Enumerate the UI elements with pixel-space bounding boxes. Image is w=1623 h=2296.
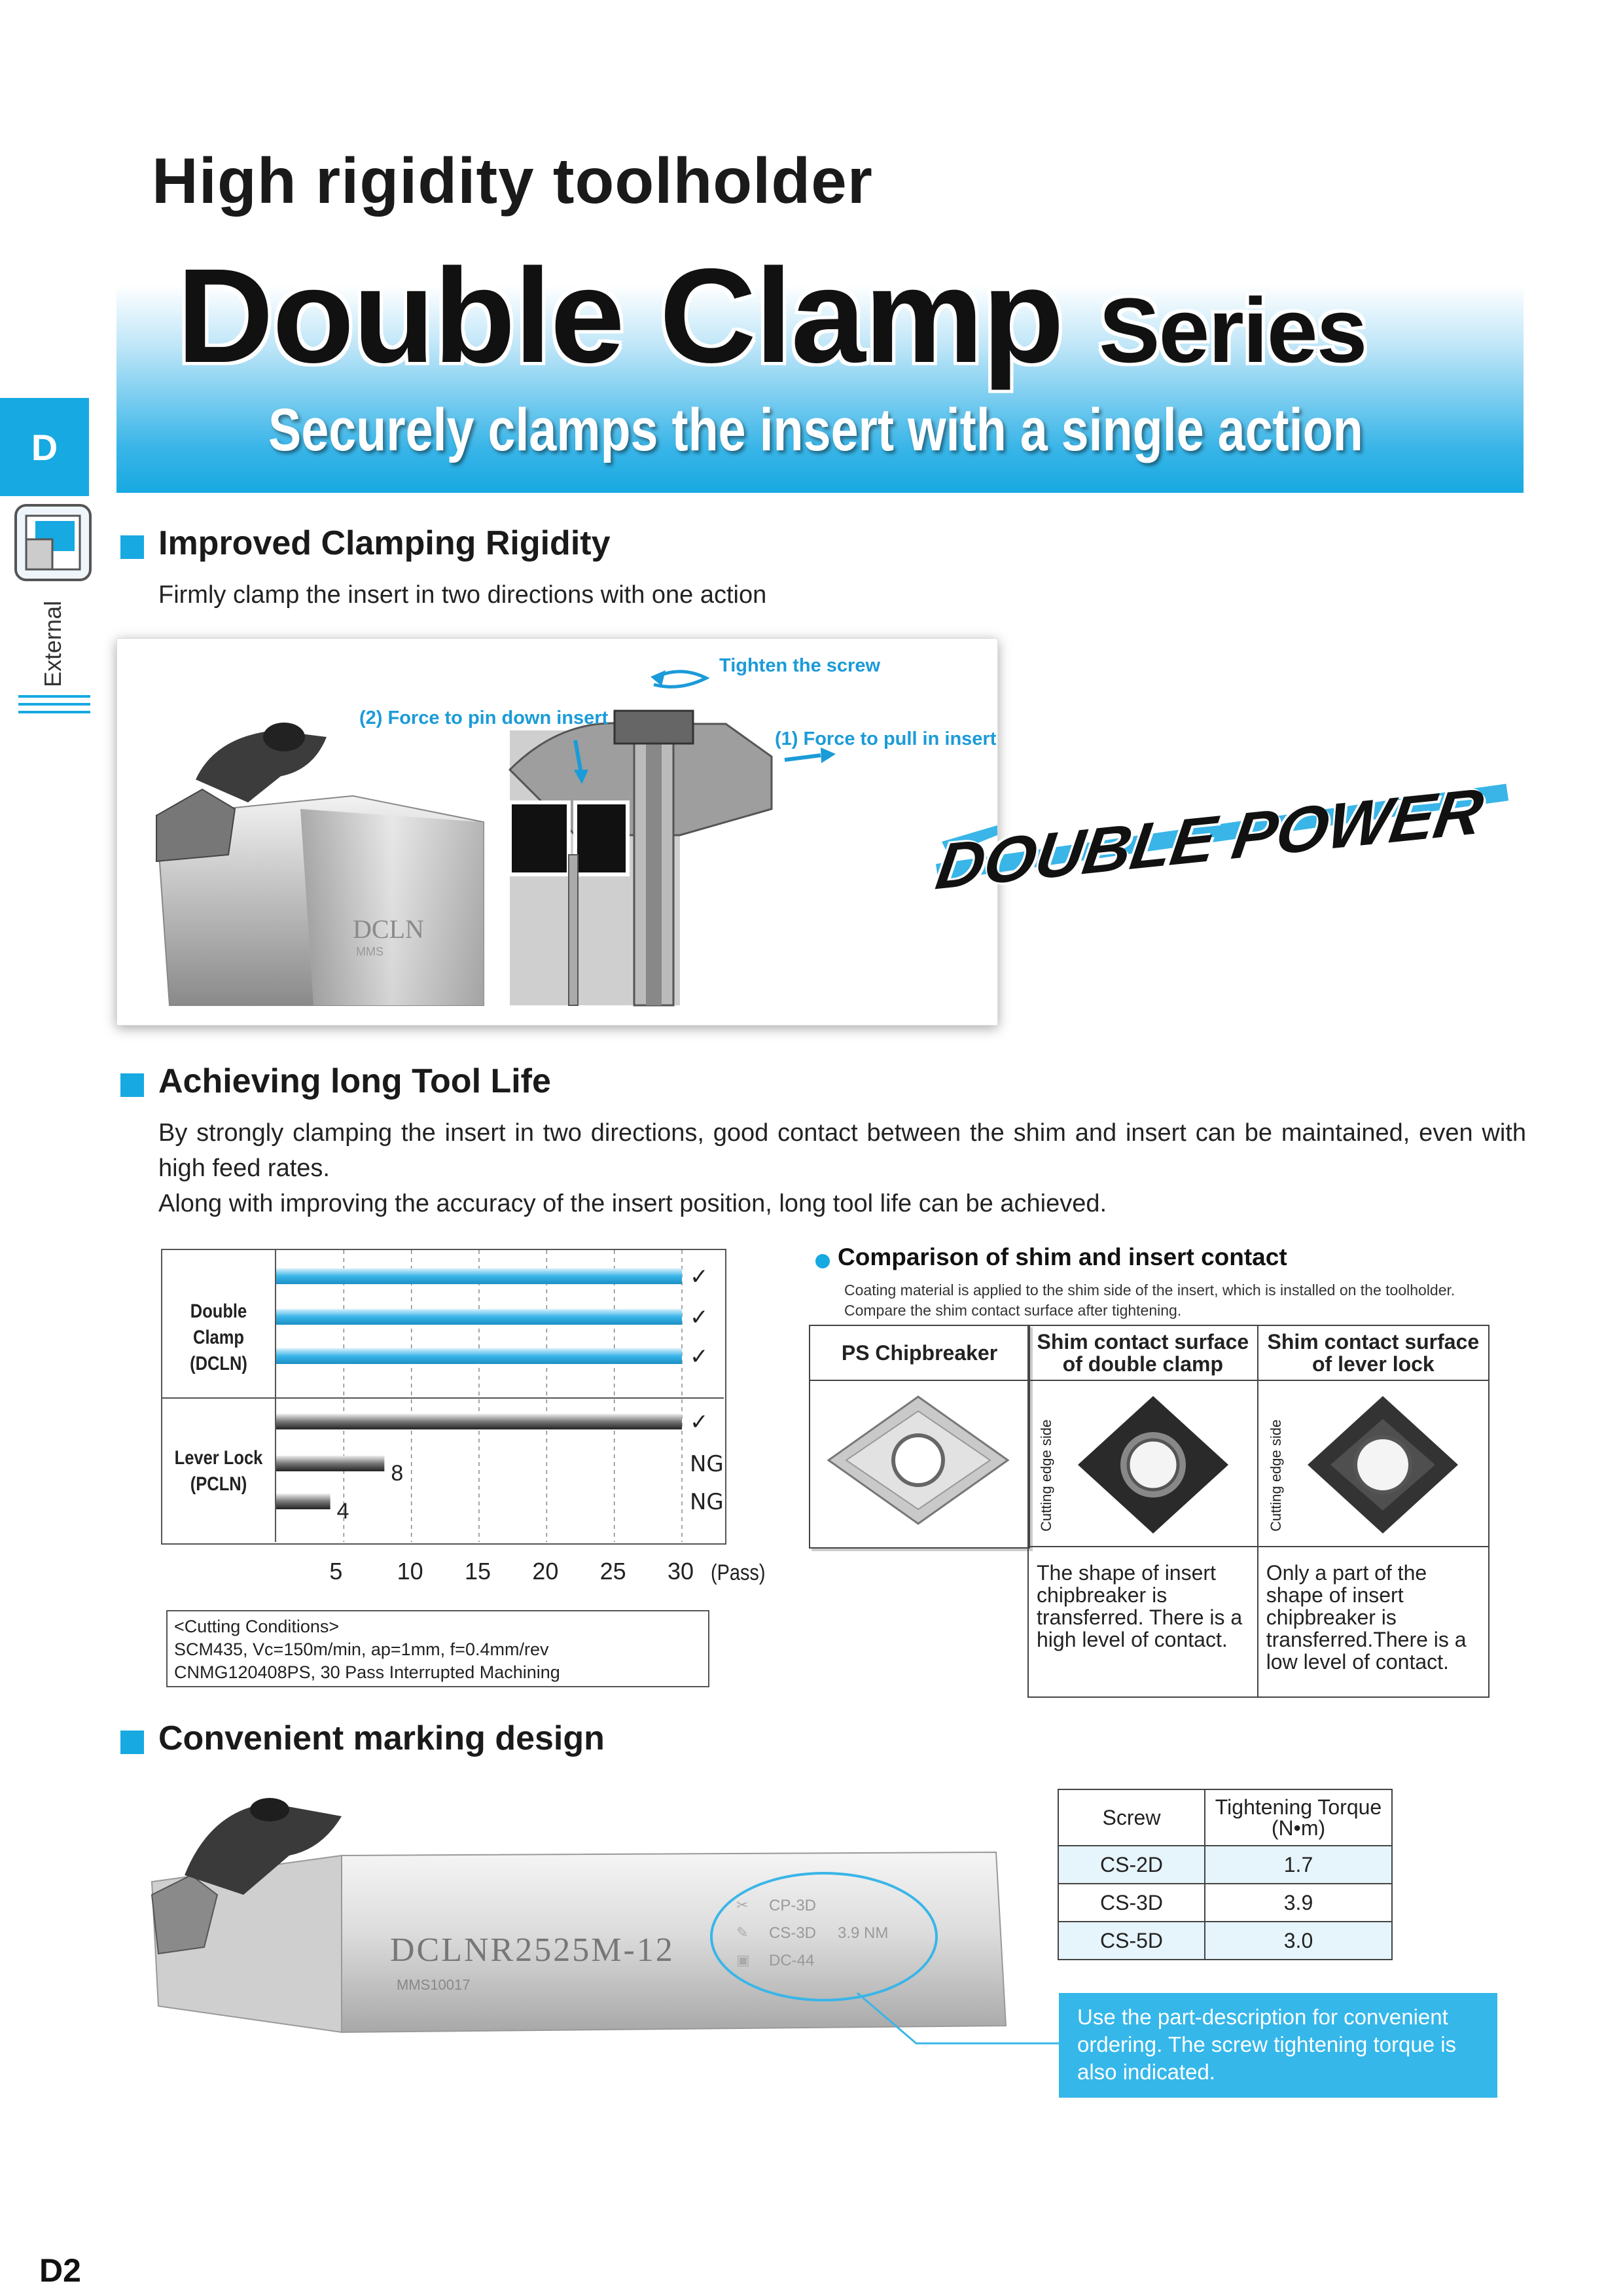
holder-serial: MMS10017 <box>397 1977 471 1993</box>
shim-icon: ▣ <box>736 1952 750 1968</box>
table-row <box>1058 1846 1392 1884</box>
shim-lever-lock-image <box>1304 1393 1461 1537</box>
screw-cell: CS-2D <box>1058 1846 1205 1884</box>
chart-result-label: ✓ <box>690 1304 709 1331</box>
page-kicker: High rigidity toolholder <box>152 145 873 217</box>
ordering-note: Use the part-description for convenient ordering. The screw tightening torque is also indicated. <box>1059 1993 1497 2098</box>
screw-cell: CS-5D <box>1058 1922 1205 1960</box>
double-clamp-header: Shim contact surface of double clamp <box>1028 1325 1258 1380</box>
chart-bar <box>276 1494 330 1509</box>
section-marker <box>120 535 144 559</box>
page-title <box>177 239 1366 393</box>
section-text-clamping: Firmly clamp the insert in two directions with one action <box>158 581 767 609</box>
label-tighten-screw: Tighten the screw <box>719 655 881 676</box>
torque-header-torque: Tightening Torque (N•m) <box>1205 1789 1392 1846</box>
mark-shim: DC-44 <box>769 1952 815 1969</box>
side-divider <box>18 695 90 698</box>
shim-double-clamp-image <box>1075 1393 1232 1537</box>
chart-x-tick: 25 <box>599 1558 626 1585</box>
cutting-edge-label: Cutting edge side <box>1267 1419 1284 1532</box>
double-clamp-description: The shape of insert chipbreaker is transferred. There is a high level of contact. <box>1028 1547 1258 1697</box>
side-divider <box>18 703 90 706</box>
chart-bar <box>276 1309 682 1325</box>
clamp-icon: ✂ <box>736 1897 749 1913</box>
conditions-line-2: CNMG120408PS, 30 Pass Interrupted Machining <box>174 1662 560 1682</box>
lever-lock-description: Only a part of the shape of insert chipbreaker is transferred.There is a low level of contact. <box>1258 1547 1489 1697</box>
insert-image <box>823 1391 1013 1529</box>
table-row <box>1058 1884 1392 1922</box>
chart-x-tick: 5 <box>329 1558 343 1585</box>
chart-x-tick: 15 <box>465 1558 491 1585</box>
table-row <box>1058 1922 1392 1960</box>
side-divider <box>18 711 90 713</box>
mark-screw: CS-3D <box>769 1924 817 1942</box>
chart-bar <box>276 1414 682 1429</box>
ps-chipbreaker-cell <box>809 1325 1030 1549</box>
page-number: D2 <box>39 2252 81 2289</box>
screw-cell: CS-3D <box>1058 1884 1205 1922</box>
torque-cell: 3.0 <box>1205 1922 1392 1960</box>
page-subtitle: Securely clamps the insert with a single action <box>268 397 1363 463</box>
conditions-line-1: SCM435, Vc=150m/min, ap=1mm, f=0.4mm/rev <box>174 1640 549 1659</box>
section-marker <box>120 1073 144 1097</box>
clamping-figure <box>116 638 998 1026</box>
ps-chipbreaker-header: PS Chipbreaker <box>810 1326 1029 1381</box>
chart-result-label: NG <box>690 1489 724 1515</box>
torque-cell: 1.7 <box>1205 1846 1392 1884</box>
torque-header-screw: Screw <box>1058 1789 1205 1846</box>
section-title-marking: Convenient marking design <box>158 1719 605 1757</box>
cutting-conditions-box <box>166 1610 709 1687</box>
holder-mark-text: DCLN <box>353 914 424 944</box>
section-text-tool-life-2: Along with improving the accuracy of the insert position, long tool life can be achieved. <box>158 1190 1107 1217</box>
screw-icon: ✎ <box>736 1924 749 1941</box>
side-label: External <box>39 600 66 687</box>
conditions-title: <Cutting Conditions> <box>174 1617 340 1636</box>
holder-part-code: DCLNR2525M-12 <box>390 1931 675 1969</box>
section-marker <box>120 1731 144 1754</box>
chart-value-label: 8 <box>391 1461 404 1486</box>
group-label-lever-lock: Lever Lock (PCLN) <box>174 1447 263 1495</box>
mark-torque: 3.9 NM <box>838 1924 889 1942</box>
chart-result-label: ✓ <box>690 1264 709 1290</box>
comparison-title: Comparison of shim and insert contact <box>838 1244 1287 1270</box>
group-label-double-clamp: Double Clamp (DCLN) <box>190 1300 247 1374</box>
title-series-text: Series <box>1099 279 1366 382</box>
chart-x-tick: 20 <box>532 1558 559 1585</box>
shim-contact-table <box>1027 1325 1489 1698</box>
label-force-pull-in: (1) Force to pull in insert <box>775 728 997 749</box>
cutting-edge-label: Cutting edge side <box>1038 1419 1054 1532</box>
comparison-bullet <box>815 1254 830 1268</box>
section-text-tool-life-1: By strongly clamping the insert in two directions, good contact between the shim and insert can be maintained, even with high feed rates. <box>158 1119 1526 1182</box>
double-clamp-image-cell <box>1028 1380 1258 1547</box>
external-turning-icon <box>14 504 92 581</box>
chart-result-label: ✓ <box>690 1344 709 1370</box>
chart-x-unit: (Pass) <box>711 1560 766 1585</box>
chart-x-tick: 30 <box>668 1558 694 1585</box>
label-force-pin-down: (2) Force to pin down insert <box>359 708 609 728</box>
title-main-text: Double Clamp <box>177 241 1063 391</box>
chart-x-tick: 10 <box>397 1558 423 1585</box>
comparison-note: Coating material is applied to the shim side of the insert, which is installed on the toolholder. Compare the shim contact surface after tightening. <box>844 1282 1455 1319</box>
double-power-text: DOUBLE POWER <box>931 774 1488 904</box>
callout-line <box>851 1990 1067 2055</box>
holder-mark-sub: MMS <box>356 945 383 958</box>
chart-bar <box>276 1456 384 1471</box>
mark-clamp: CP-3D <box>769 1897 817 1914</box>
chart-result-label: NG <box>690 1451 724 1477</box>
section-title-clamping: Improved Clamping Rigidity <box>158 524 611 562</box>
section-tab: D <box>0 398 89 496</box>
section-title-tool-life: Achieving long Tool Life <box>158 1062 551 1100</box>
chart-value-label: 4 <box>336 1499 349 1524</box>
torque-table <box>1058 1789 1393 1960</box>
clamping-illustration <box>117 639 997 1025</box>
lever-lock-image-cell <box>1258 1380 1489 1547</box>
chart-bar <box>276 1348 682 1364</box>
torque-cell: 3.9 <box>1205 1884 1392 1922</box>
chart-bar <box>276 1268 682 1284</box>
tool-life-chart <box>161 1249 726 1545</box>
chart-plot <box>276 1250 724 1542</box>
chart-result-label: ✓ <box>690 1409 709 1435</box>
lever-lock-header: Shim contact surface of lever lock <box>1258 1325 1489 1380</box>
